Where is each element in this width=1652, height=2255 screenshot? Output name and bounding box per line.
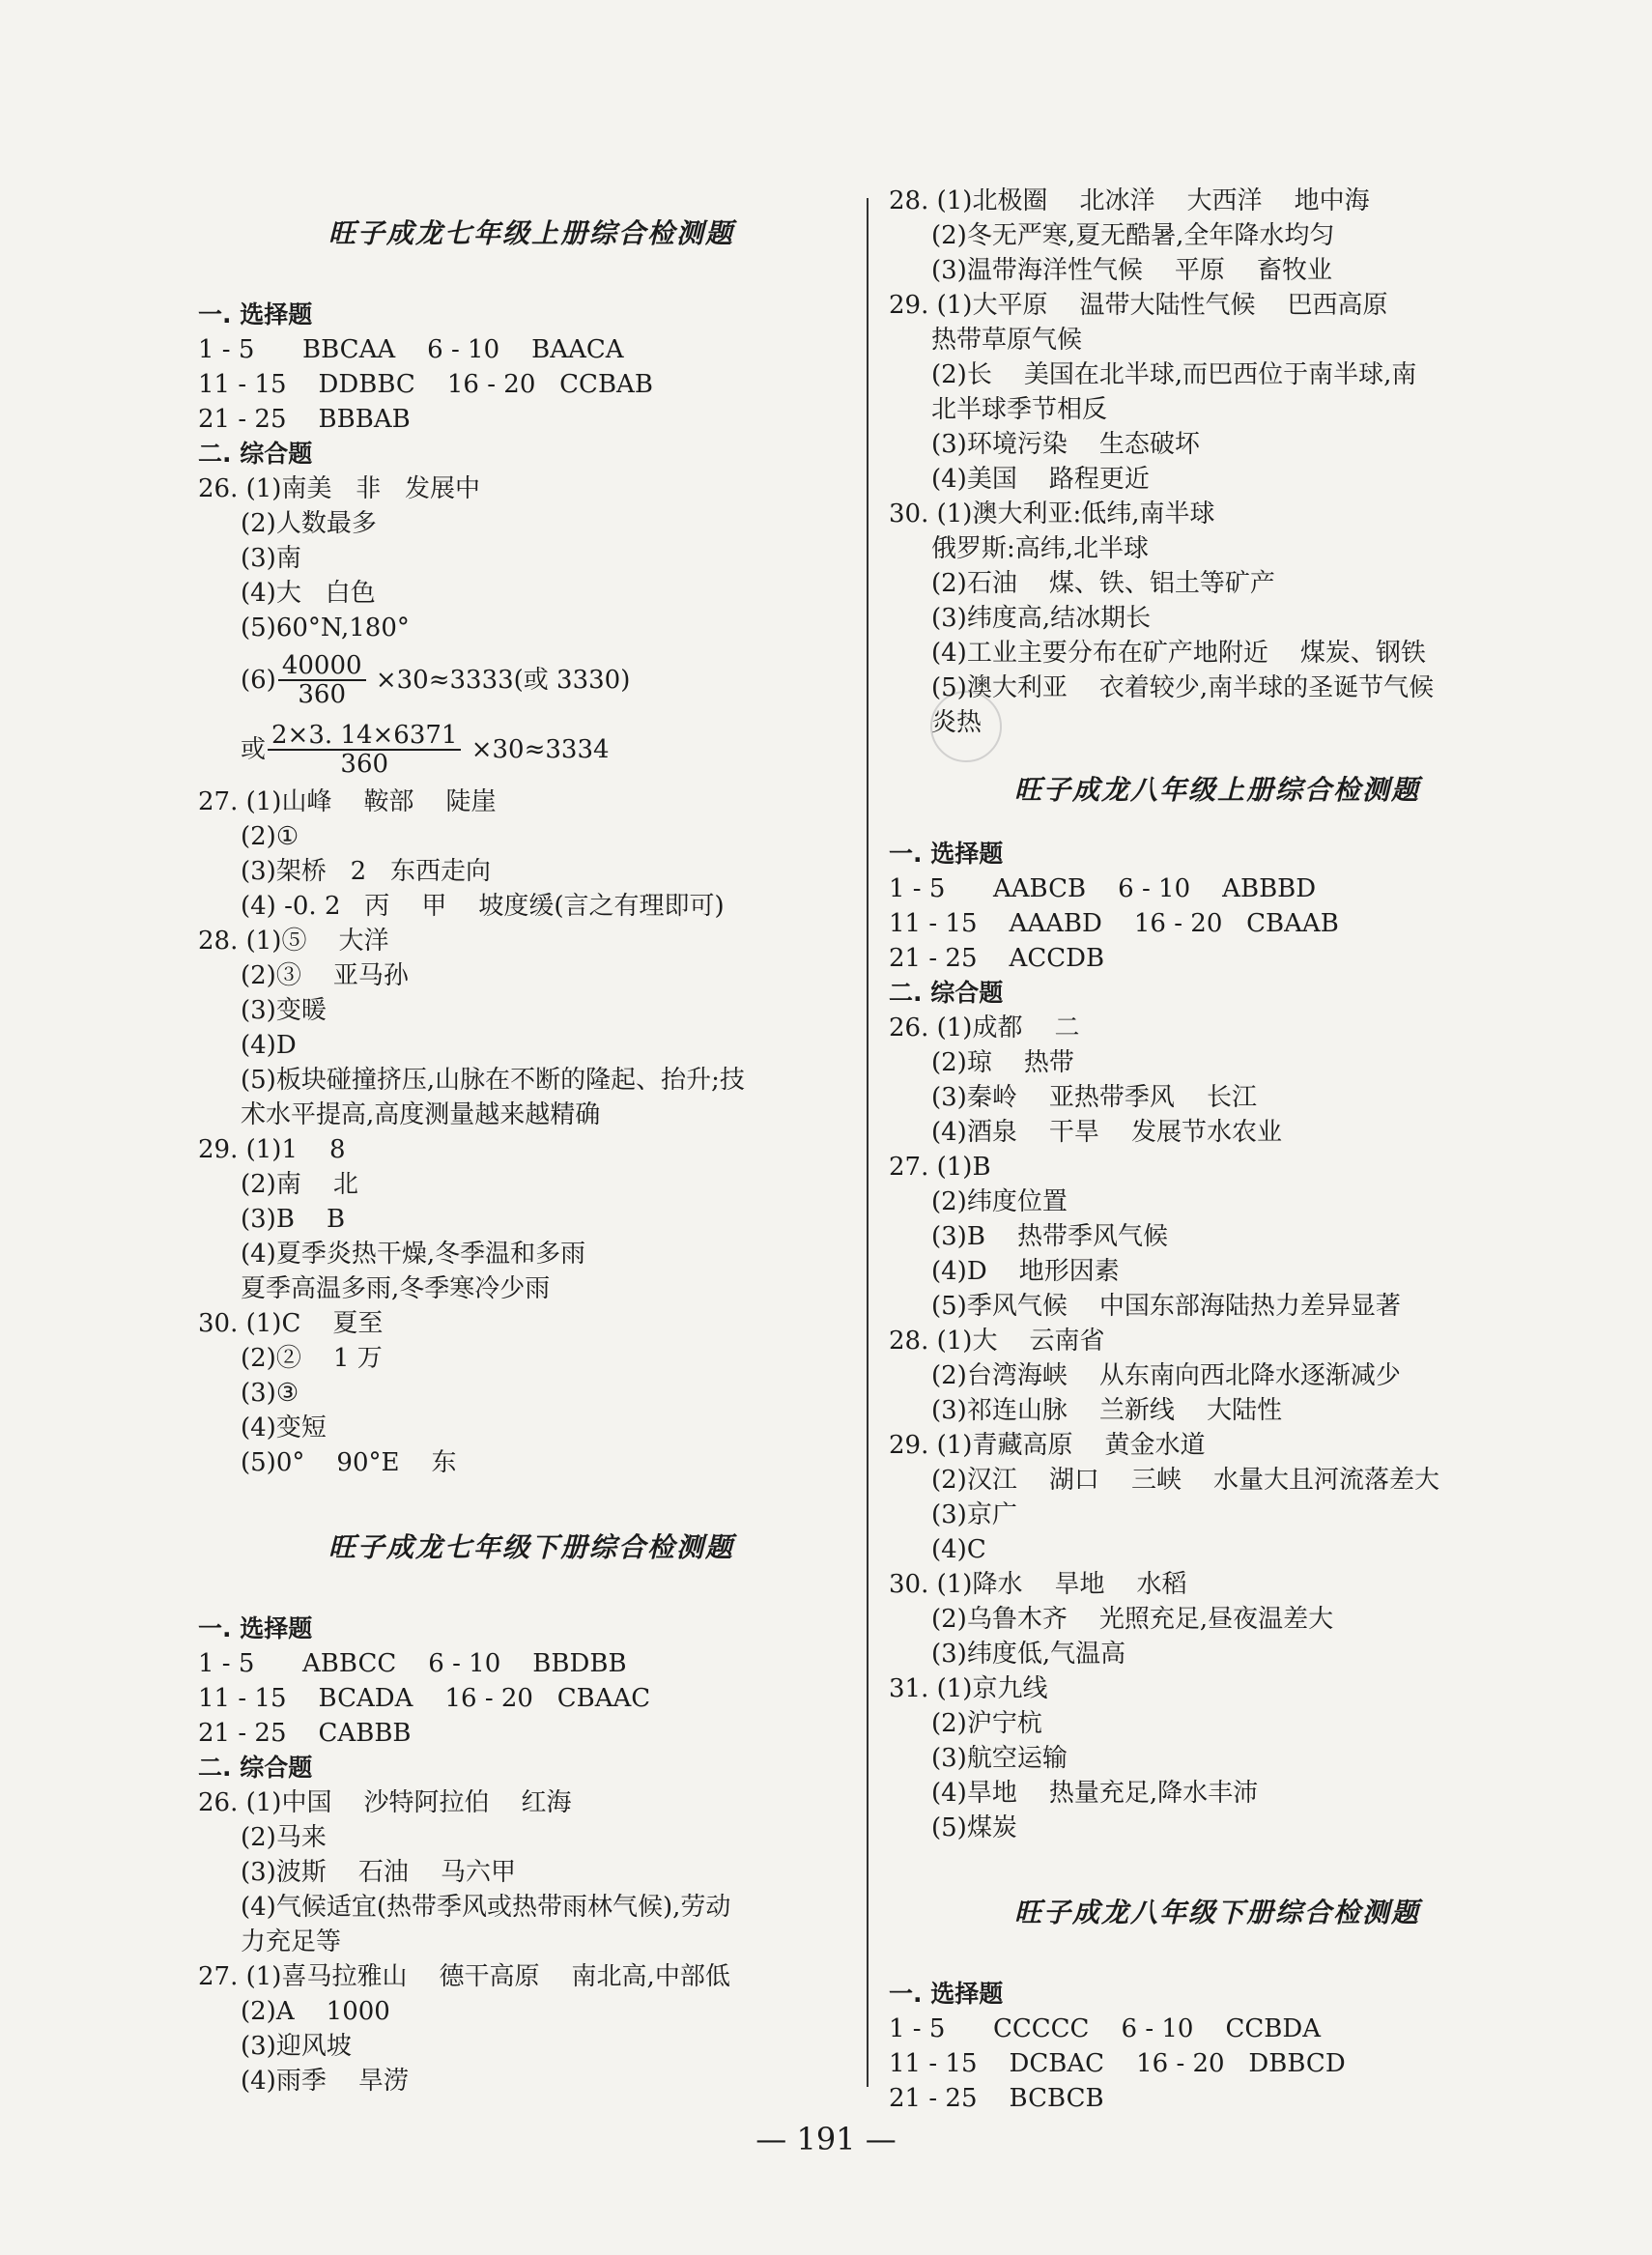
section-grade7-second [198, 1527, 865, 2098]
answer-line: 夏季高温多雨,冬季寒冷少雨 [241, 1274, 551, 1303]
numerator: 40000 [278, 652, 366, 681]
formula-suffix: ×30≈3334 [463, 735, 610, 764]
denominator: 360 [298, 680, 347, 709]
formula-suffix: ×30≈3333(或 3330) [367, 666, 631, 695]
answer-line: (4)变短 [241, 1413, 327, 1442]
answer-line: 29. (1)青藏高原 黄金水道 [889, 1431, 1206, 1460]
answer-line: (2)② 1 万 [241, 1344, 383, 1373]
answer-line: 27. (1)山峰 鞍部 陡崖 [198, 787, 497, 816]
answer-line: 31. (1)京九线 [889, 1674, 1048, 1703]
answer-line: (2)南 北 [241, 1170, 358, 1199]
section-title: 旺子成龙七年级上册综合检测题 [328, 217, 734, 249]
answer-line: 28. (1)大 云南省 [889, 1327, 1105, 1356]
comprehensive-heading: 二. 综合题 [889, 979, 1004, 1007]
answer-line: (3)B B [241, 1205, 346, 1234]
answer-line: (5)季风气候 中国东部海陆热力差异显著 [931, 1292, 1401, 1321]
mcq-line: 21 - 25 BCBCB [889, 2084, 1104, 2113]
mcq-line: 1 - 5 BBCAA 6 - 10 BAACA [198, 335, 624, 364]
answer-line: (3)秦岭 亚热带季风 长江 [931, 1083, 1257, 1112]
answer-line: (4)C [931, 1535, 986, 1564]
answer-line: (3)③ [241, 1379, 299, 1408]
comprehensive-heading: 二. 综合题 [198, 440, 313, 468]
answer-line: (4)雨季 旱涝 [241, 2067, 409, 2096]
denominator: 360 [340, 750, 389, 779]
comprehensive-heading: 二. 综合题 [198, 1754, 313, 1782]
mcq-heading: 一. 选择题 [198, 1614, 313, 1642]
section-title: 旺子成龙八年级下册综合检测题 [1013, 1897, 1420, 1928]
mcq-line: 11 - 15 DDBBC 16 - 20 CCBAB [198, 370, 653, 399]
answer-line: (4)夏季炎热干燥,冬季温和多雨 [241, 1240, 586, 1269]
answer-line: (2)汉江 湖口 三峡 水量大且河流落差大 [931, 1466, 1440, 1495]
answer-line: (3)架桥 2 东西走向 [241, 857, 491, 886]
answer-line: (4)D [241, 1031, 297, 1060]
answer-line: (5)60°N,180° [241, 614, 410, 642]
answer-line: (4) -0. 2 丙 甲 坡度缓(言之有理即可) [241, 892, 725, 921]
fraction [278, 652, 366, 708]
answer-line: (2)长 美国在北半球,而巴西位于南半球,南 [931, 360, 1417, 389]
answer-line: 27. (1)喜马拉雅山 德干高原 南北高,中部低 [198, 1962, 730, 1991]
answer-line: (3)祁连山脉 兰新线 大陆性 [931, 1396, 1282, 1425]
mcq-line: 1 - 5 ABBCC 6 - 10 BBDBB [198, 1649, 627, 1678]
answer-line: 力充足等 [241, 1927, 342, 1956]
fraction [268, 722, 461, 778]
answer-line: (3)航空运输 [931, 1744, 1068, 1773]
answer-line: (2)台湾海峡 从东南向西北降水逐渐减少 [931, 1361, 1401, 1390]
answer-line: (2)冬无严寒,夏无酷暑,全年降水均匀 [931, 221, 1335, 250]
answer-line: (4)工业主要分布在矿产地附近 煤炭、钢铁 [931, 639, 1426, 668]
answer-line: 26. (1)南美 非 发展中 [198, 474, 481, 503]
right-column [889, 184, 1546, 2116]
answer-line: (2)石油 煤、铁、铝土等矿产 [931, 569, 1275, 598]
mcq-line: 21 - 25 CABBB [198, 1719, 412, 1748]
answer-line: 炎热 [931, 708, 983, 737]
answer-line: (3)温带海洋性气候 平原 畜牧业 [931, 256, 1332, 285]
answer-line: 28. (1)⑤ 大洋 [198, 927, 389, 956]
answer-line: 俄罗斯:高纬,北半球 [931, 534, 1150, 563]
formula-prefix: 或 [241, 735, 267, 764]
section-title: 旺子成龙七年级下册综合检测题 [328, 1531, 734, 1563]
answer-line: (2)③ 亚马孙 [241, 961, 409, 990]
answer-line: (4)气候适宜(热带季风或热带雨林气候),劳动 [241, 1893, 731, 1922]
numerator: 2×3. 14×6371 [268, 722, 461, 751]
mcq-heading: 一. 选择题 [198, 300, 313, 328]
mcq-line: 11 - 15 DCBAC 16 - 20 DBBCD [889, 2049, 1346, 2078]
column-divider [867, 198, 869, 2087]
mcq-heading: 一. 选择题 [889, 840, 1004, 868]
answer-line: (2)沪宁杭 [931, 1709, 1042, 1738]
answer-line: (2)人数最多 [241, 509, 377, 538]
formula-line [198, 645, 865, 715]
answer-line: (5)板块碰撞挤压,山脉在不断的隆起、抬升;技 [241, 1066, 745, 1095]
mcq-line: 1 - 5 AABCB 6 - 10 ABBBD [889, 874, 1317, 903]
answer-line: (3)变暖 [241, 996, 327, 1025]
answer-line: 29. (1)1 8 [198, 1135, 346, 1164]
answer-line: 30. (1)C 夏至 [198, 1309, 384, 1338]
answer-line: (5)煤炭 [931, 1813, 1017, 1842]
page-number: — 191 — [755, 2121, 897, 2157]
answer-line: 30. (1)降水 旱地 水稻 [889, 1570, 1187, 1599]
answer-line: (3)纬度高,结冰期长 [931, 604, 1152, 633]
answer-line: (3)南 [241, 544, 301, 573]
answer-line: (3)环境污染 生态破坏 [931, 430, 1200, 459]
answer-line: 热带草原气候 [931, 326, 1083, 355]
left-column [198, 184, 865, 2098]
answer-line: (2)① [241, 822, 299, 851]
answer-line: 26. (1)中国 沙特阿拉伯 红海 [198, 1788, 572, 1817]
answer-line: (2)琼 热带 [931, 1048, 1074, 1077]
answer-line: (2)乌鲁木齐 光照充足,昼夜温差大 [931, 1605, 1334, 1634]
answer-line: (5)澳大利亚 衣着较少,南半球的圣诞节气候 [931, 673, 1435, 702]
answer-line: 29. (1)大平原 温带大陆性气候 巴西高原 [889, 291, 1388, 320]
answer-line: 28. (1)北极圈 北冰洋 大西洋 地中海 [889, 186, 1370, 215]
answer-line: (2)马来 [241, 1823, 327, 1852]
answer-line: (4)旱地 热量充足,降水丰沛 [931, 1779, 1259, 1808]
answer-line: 26. (1)成都 二 [889, 1013, 1080, 1042]
answer-line: 27. (1)B [889, 1153, 991, 1182]
section-grade8-second [889, 1892, 1546, 2116]
section-grade7-first [198, 213, 865, 1480]
answer-line: (4)D 地形因素 [931, 1257, 1120, 1286]
answer-line: 北半球季节相反 [931, 395, 1108, 424]
formula-prefix: (6) [241, 666, 276, 695]
answer-line: (3)波斯 石油 马六甲 [241, 1858, 516, 1887]
answer-line: (3)京广 [931, 1500, 1017, 1529]
answer-line: 术水平提高,高度测量越来越精确 [241, 1100, 601, 1129]
answer-line: (2)纬度位置 [931, 1187, 1068, 1216]
answer-line: (4)大 白色 [241, 579, 376, 608]
formula-line [198, 715, 865, 785]
mcq-line: 1 - 5 CCCCC 6 - 10 CCBDA [889, 2014, 1322, 2043]
section-title: 旺子成龙八年级上册综合检测题 [1013, 774, 1420, 806]
section-grade8-first [889, 769, 1546, 1845]
section-continued [889, 184, 1546, 740]
mcq-line: 11 - 15 AAABD 16 - 20 CBAAB [889, 909, 1339, 938]
answer-line: (5)0° 90°E 东 [241, 1448, 457, 1477]
answer-line: (3)纬度低,气温高 [931, 1640, 1126, 1669]
answer-line: (3)B 热带季风气候 [931, 1222, 1168, 1251]
mcq-line: 21 - 25 ACCDB [889, 944, 1105, 973]
answer-line: (4)酒泉 干旱 发展节水农业 [931, 1118, 1282, 1147]
answer-line: (3)迎风坡 [241, 2032, 352, 2061]
mcq-line: 11 - 15 BCADA 16 - 20 CBAAC [198, 1684, 651, 1713]
answer-line: 30. (1)澳大利亚:低纬,南半球 [889, 500, 1215, 528]
answer-line: (4)美国 路程更近 [931, 465, 1150, 494]
answer-line: (2)A 1000 [241, 1997, 390, 2026]
mcq-heading: 一. 选择题 [889, 1980, 1004, 2008]
mcq-line: 21 - 25 BBBAB [198, 405, 411, 434]
